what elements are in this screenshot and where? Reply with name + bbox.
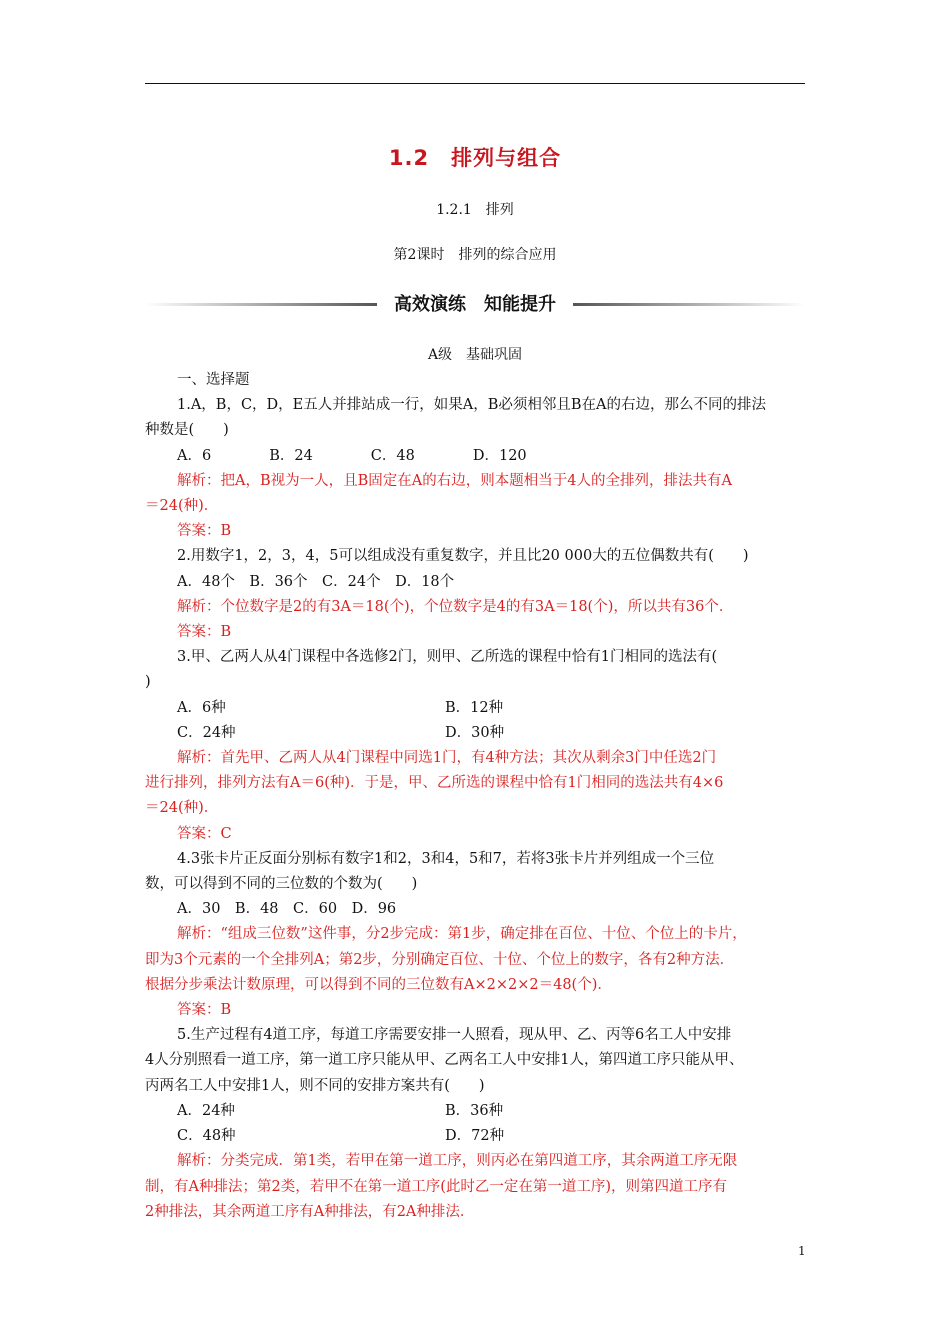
q5-option-a: A．24种: [177, 1102, 235, 1119]
q3-answer: 答案：C: [177, 825, 232, 842]
q1-options: A．6 B．24 C．48 D．120: [177, 447, 527, 464]
q4-stem-cont: 数，可以得到不同的三位数的个数为( ): [145, 876, 418, 893]
q5-stem-cont: 4人分别照看一道工序，第一道工序只能从甲、乙两名工人中安排1人，第四道工序只能从甲、: [145, 1052, 744, 1069]
q3-solution-cont2: ＝24(种)．: [145, 800, 219, 817]
q3-option-a: A．6种: [177, 699, 226, 716]
q4-options: A．30 B．48 C．60 D．96: [177, 901, 397, 918]
q5-stem-cont2: 丙两名工人中安排1人，则不同的安排方案共有( ): [145, 1077, 485, 1094]
q3-option-d: D．30种: [445, 724, 505, 741]
q3-stem: 3.甲、乙两人从4门课程中各选修2门，则甲、乙所选的课程中恰有1门相同的选法有(: [177, 649, 718, 666]
q4-solution-cont2: 根据分步乘法计数原理，可以得到不同的三位数有A×2×2×2＝48(个)．: [145, 976, 612, 993]
question-list: [145, 368, 808, 1225]
q5-option-b: B．36种: [445, 1102, 504, 1119]
q3-solution: 解析：首先甲、乙两人从4门课程中同选1门，有4种方法；其次从剩余3门中任选2门: [177, 750, 717, 767]
q5-stem: 5.生产过程有4道工序，每道工序需要安排一人照看，现从甲、乙、丙等6名工人中安排: [177, 1027, 732, 1044]
q3-stem-cont: ): [145, 674, 151, 691]
q5-options-row2: [145, 1124, 808, 1149]
section-title: 1.2.1 排列: [436, 202, 514, 218]
q1-stem-cont: 种数是( ): [145, 422, 229, 439]
q5-solution: 解析：分类完成．第1类，若甲在第一道工序，则丙必在第四道工序，其余两道工序无限: [177, 1153, 738, 1170]
banner: [145, 290, 805, 316]
lesson-title: 第2课时 排列的综合应用: [393, 247, 557, 263]
q3-option-b: B．12种: [445, 699, 504, 716]
q4-answer: 答案：B: [177, 1002, 232, 1019]
q5-option-d: D．72种: [445, 1128, 505, 1145]
q5-solution-cont: 制，有A种排法；第2类，若甲不在第一道工序(此时乙一定在第一道工序)，则第四道工序有: [145, 1178, 728, 1195]
q3-solution-cont: 进行排列，排列方法有A＝6(种)．于是，甲、乙所选的课程中恰有1门相同的选法共有4×6: [145, 775, 724, 792]
page-title: 1.2 排列与组合: [388, 146, 562, 170]
header-rule: [145, 83, 805, 84]
q2-stem: 2.用数字1，2，3，4，5可以组成没有重复数字，并且比20 000大的五位偶数共有( ): [177, 548, 749, 565]
q3-options-row2: [145, 721, 808, 746]
q1-solution: 解析：把A，B视为一人，且B固定在A的右边，则本题相当于4人的全排列，排法共有A: [177, 472, 732, 489]
page-number: 1: [798, 1244, 806, 1258]
q5-options-row1: [145, 1099, 808, 1124]
q4-solution: 解析：“组成三位数”这件事，分2步完成：第1步，确定排在百位、十位、个位上的卡片，: [177, 926, 747, 943]
q2-solution: 解析：个位数字是2的有3A＝18(个)，个位数字是4的有3A＝18(个)，所以共有36个．: [177, 598, 734, 615]
q3-option-c: C．24种: [177, 724, 236, 741]
q2-options: A．48个 B．36个 C．24个 D．18个: [177, 573, 455, 590]
q4-solution-cont: 即为3个元素的一个全排列A；第2步，分别确定百位、十位、个位上的数字，各有2种方法．: [145, 951, 735, 968]
q5-solution-cont2: 2种排法，其余两道工序有A种排法，有2A种排法．: [145, 1203, 475, 1220]
level-heading: A级 基础巩固: [427, 347, 523, 363]
q4-stem: 4.3张卡片正反面分别标有数字1和2，3和4，5和7，若将3张卡片并列组成一个三位: [177, 850, 715, 867]
q5-option-c: C．48种: [177, 1128, 236, 1145]
part-heading: 一、选择题: [177, 372, 250, 388]
q1-answer: 答案：B: [177, 523, 232, 540]
q3-options-row1: [145, 696, 808, 721]
q1-stem: 1.A，B，C，D，E五人并排站成一行，如果A，B必须相邻且B在A的右边，那么不同的排法: [177, 397, 767, 414]
banner-text: 高效演练 知能提升: [394, 294, 556, 315]
q1-solution-cont: ＝24(种)．: [145, 498, 219, 515]
q2-answer: 答案：B: [177, 624, 232, 641]
